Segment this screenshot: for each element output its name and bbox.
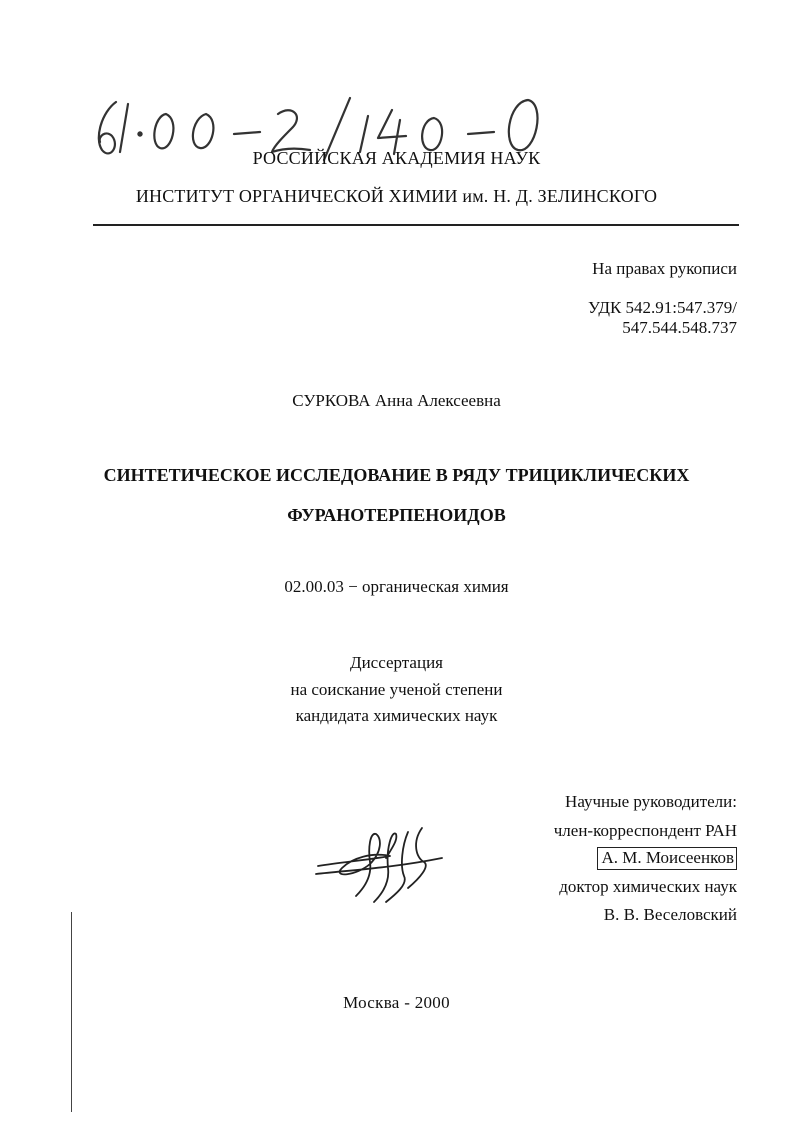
thesis-type-line-2: на соискание ученой степени (290, 680, 503, 699)
supervisors-label: Научные руководители: (565, 792, 737, 811)
city-and-year: Москва - 2000 (343, 993, 450, 1012)
signature (312, 818, 452, 908)
academy-name: РОССИЙСКАЯ АКАДЕМИЯ НАУК (252, 148, 541, 168)
supervisor-1-name: А. М. Моисеенков (597, 847, 737, 870)
supervisor-2-name: В. В. Веселовский (603, 905, 737, 924)
supervisor-2-title: доктор химических наук (559, 877, 737, 896)
specialty-code: 02.00.03 − органическая химия (284, 577, 509, 596)
institute-name: ИНСТИТУТ ОРГАНИЧЕСКОЙ ХИМИИ им. Н. Д. ЗЕЛИНСКОГО (135, 186, 658, 206)
scan-edge-line (71, 912, 72, 1112)
udc-code-line-1: УДК 542.91:547.379/ (588, 298, 737, 317)
thesis-title-line-2: ФУРАНОТЕРПЕНОИДОВ (287, 505, 506, 525)
header-divider (93, 224, 739, 226)
udc-code-line-2: 547.544.548.737 (622, 318, 737, 337)
manuscript-rights-note: На правах рукописи (592, 259, 737, 278)
thesis-type-line-1: Диссертация (349, 653, 443, 672)
thesis-type-line-3: кандидата химических наук (295, 706, 498, 725)
author-name: СУРКОВА Анна Алексеевна (292, 391, 501, 410)
thesis-title-line-1: СИНТЕТИЧЕСКОЕ ИССЛЕДОВАНИЕ В РЯДУ ТРИЦИКЛИЧЕСКИХ (103, 465, 690, 485)
supervisor-1-title: член-корреспондент РАН (553, 821, 737, 840)
